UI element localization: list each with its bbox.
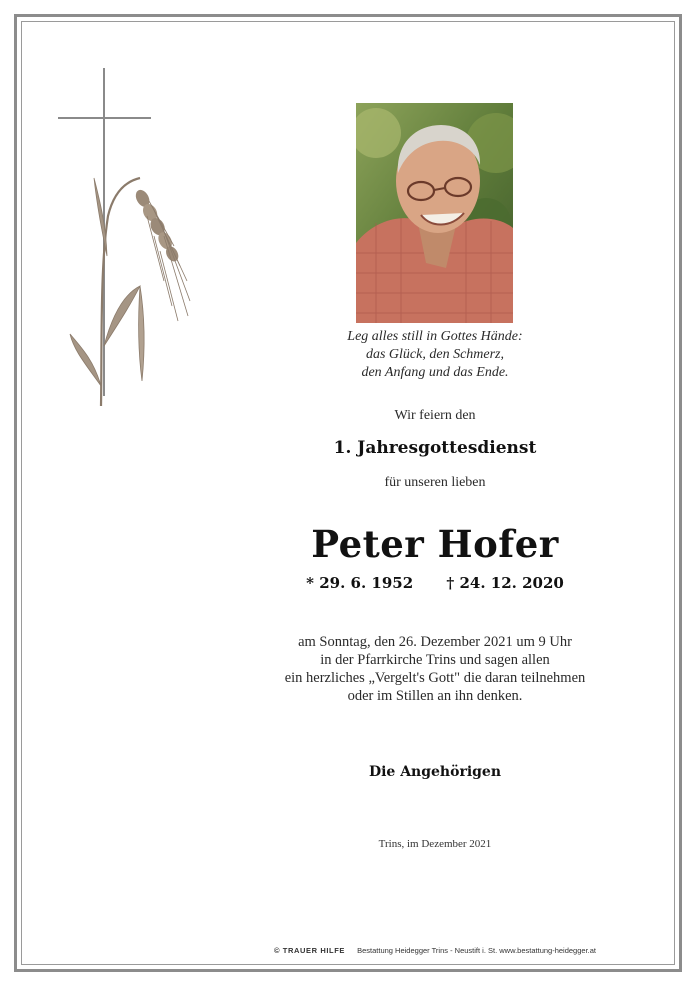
service-title: 1. Jahresgottesdienst	[333, 438, 537, 458]
cross-with-wheat-icon	[52, 66, 202, 416]
place-date: Trins, im Dezember 2021	[378, 838, 492, 850]
intro-text: Wir feiern den	[394, 408, 476, 423]
announcement-text	[250, 633, 620, 705]
death-date: † 24. 12. 2020	[446, 574, 564, 592]
announcement-line: ein herzliches „Vergelt's Gott" die daran teilnehmen	[284, 670, 586, 686]
announcement-line: in der Pfarrkirche Trins und sagen allen	[320, 652, 550, 668]
life-dates	[250, 574, 620, 592]
poem-line: das Glück, den Schmerz,	[365, 347, 505, 362]
footer-text: Bestattung Heidegger Trins - Neustift i. St. www.bestattung-heidegger.at	[357, 946, 596, 955]
for-text: für unseren lieben	[384, 475, 486, 490]
poem-line: Leg alles still in Gottes Hände:	[347, 329, 523, 344]
portrait-photo	[356, 103, 513, 323]
birth-date: * 29. 6. 1952	[306, 574, 414, 592]
family-signature: Die Angehörigen	[368, 764, 502, 780]
footer-brand: © TRAUER HILFE	[274, 946, 346, 955]
announcement-line: oder im Stillen an ihn denken.	[347, 688, 523, 704]
footer	[200, 946, 670, 955]
deceased-name: Peter Hofer	[311, 522, 559, 566]
announcement-line: am Sonntag, den 26. Dezember 2021 um 9 Uhr	[298, 634, 572, 650]
poem-line: den Anfang und das Ende.	[361, 365, 509, 380]
poem	[250, 328, 620, 382]
